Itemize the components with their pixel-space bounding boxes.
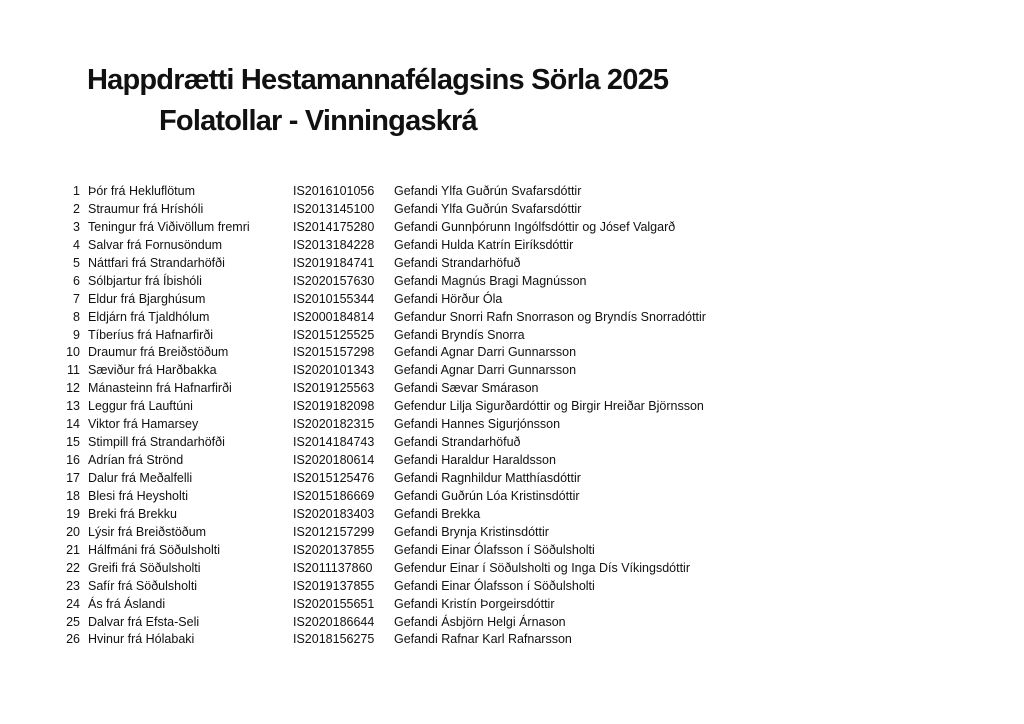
horse-id: IS2020183403 (293, 506, 375, 521)
row-number: 2 (73, 201, 80, 216)
horse-id: IS2016101056 (293, 184, 375, 198)
row-number: 17 (66, 471, 80, 485)
table-row (0, 470, 1024, 488)
horse-name: Ás frá Áslandi (88, 596, 166, 611)
table-row (0, 506, 1024, 524)
table-row (0, 380, 1024, 398)
horse-id: IS2013184228 (293, 237, 375, 252)
donor-text: Gefandi Ásbjörn Helgi Árnason (394, 614, 566, 629)
horse-name: Greifi frá Söðulsholti (88, 560, 201, 575)
horse-name: Leggur frá Lauftúni (88, 399, 193, 414)
donor-text: Gefendur Einar í Söðulsholti og Inga Dís Víkingsdóttir (394, 560, 690, 575)
table-row (0, 452, 1024, 470)
horse-id: IS2000184814 (293, 309, 375, 324)
donor-text: Gefandi Magnús Bragi Magnússon (394, 273, 587, 288)
horse-name: Blesi frá Heysholti (88, 488, 189, 503)
donor-text: Gefandi Ylfa Guðrún Svafarsdóttir (394, 184, 582, 198)
row-number: 4 (73, 237, 80, 252)
table-row (0, 416, 1024, 434)
row-number: 9 (73, 327, 80, 342)
horse-name: Breki frá Brekku (88, 506, 177, 521)
horse-id: IS2015125476 (293, 471, 375, 485)
row-number: 7 (73, 291, 80, 306)
row-number: 22 (66, 560, 80, 575)
horse-id: IS2020101343 (293, 363, 375, 378)
horse-name: Adrían frá Strönd (88, 453, 184, 468)
table-row (0, 362, 1024, 380)
horse-id: IS2020186644 (293, 614, 375, 629)
donor-text: Gefandi Strandarhöfuð (394, 435, 521, 450)
horse-name: Salvar frá Fornusöndum (88, 237, 223, 252)
horse-id: IS2012157299 (293, 524, 375, 539)
row-number: 8 (73, 309, 80, 324)
horse-id: IS2019137855 (293, 578, 375, 593)
horse-id: IS2014184743 (293, 435, 375, 450)
horse-name: Lýsir frá Breiðstöðum (88, 524, 207, 539)
row-number: 18 (66, 488, 80, 503)
winner-list (0, 183, 1024, 649)
horse-name: Sæviður frá Harðbakka (88, 363, 217, 378)
donor-text: Gefandi Strandarhöfuð (394, 255, 521, 270)
row-number: 20 (66, 524, 80, 539)
horse-name: Draumur frá Breiðstöðum (88, 345, 229, 360)
horse-name: Tíberíus frá Hafnarfirði (88, 327, 214, 342)
table-row (0, 614, 1024, 632)
donor-text: Gefendur Lilja Sigurðardóttir og Birgir Hreiðar Björnsson (394, 399, 704, 414)
horse-id: IS2020137855 (293, 542, 375, 557)
donor-text: Gefandi Einar Ólafsson í Söðulsholti (394, 542, 595, 557)
horse-id: IS2015125525 (293, 327, 375, 342)
donor-text: Gefandi Gunnþórunn Ingólfsdóttir og Jósef Valgarð (394, 219, 676, 234)
donor-text: Gefandi Guðrún Lóa Kristinsdóttir (394, 488, 580, 503)
horse-id: IS2014175280 (293, 219, 375, 234)
row-number: 15 (66, 435, 80, 450)
table-row (0, 596, 1024, 614)
horse-name: Þór frá Hekluflötum (88, 184, 195, 198)
horse-name: Sólbjartur frá Íbishóli (88, 273, 202, 288)
horse-name: Viktor frá Hamarsey (88, 417, 199, 432)
horse-id: IS2015186669 (293, 488, 375, 503)
donor-text: Gefandi Kristín Þorgeirsdóttir (394, 596, 555, 611)
horse-id: IS2019125563 (293, 381, 375, 396)
table-row (0, 344, 1024, 362)
horse-name: Dalvar frá Efsta-Seli (88, 614, 200, 629)
horse-id: IS2015157298 (293, 345, 375, 360)
table-row (0, 309, 1024, 327)
horse-name: Mánasteinn frá Hafnarfirði (88, 381, 232, 396)
table-row (0, 542, 1024, 560)
donor-text: Gefandi Brekka (394, 506, 481, 521)
row-number: 11 (67, 363, 80, 378)
row-number: 16 (66, 453, 80, 468)
horse-name: Dalur frá Meðalfelli (88, 471, 193, 485)
table-row (0, 201, 1024, 219)
table-row (0, 578, 1024, 596)
horse-id: IS2013145100 (293, 201, 375, 216)
donor-text: Gefandi Haraldur Haraldsson (394, 453, 556, 468)
horse-name: Stimpill frá Strandarhöfði (88, 435, 225, 450)
row-number: 1 (73, 184, 80, 198)
donor-text: Gefandi Ragnhildur Matthíasdóttir (394, 471, 581, 485)
horse-name: Teningur frá Viðivöllum fremri (88, 219, 250, 234)
horse-id: IS2020157630 (293, 273, 375, 288)
row-number: 26 (66, 632, 80, 647)
horse-id: IS2019184741 (293, 255, 375, 270)
document-title: Happdrætti Hestamannafélagsins Sörla 2025 (87, 64, 669, 96)
donor-text: Gefandi Hörður Óla (394, 291, 503, 306)
donor-text: Gefandi Brynja Kristinsdóttir (394, 524, 549, 539)
row-number: 10 (66, 345, 80, 360)
table-row (0, 327, 1024, 345)
row-number: 3 (73, 219, 80, 234)
horse-name: Hvinur frá Hólabaki (88, 632, 195, 647)
horse-id: IS2020182315 (293, 417, 375, 432)
horse-id: IS2010155344 (293, 291, 375, 306)
row-number: 5 (73, 255, 80, 270)
row-number: 25 (66, 614, 80, 629)
table-row (0, 434, 1024, 452)
horse-id: IS2018156275 (293, 632, 375, 647)
row-number: 24 (66, 596, 80, 611)
row-number: 21 (66, 542, 80, 557)
row-number: 23 (66, 578, 80, 593)
horse-name: Náttfari frá Strandarhöfði (88, 255, 225, 270)
row-number: 6 (73, 273, 80, 288)
row-number: 12 (66, 381, 80, 396)
horse-name: Eldur frá Bjarghúsum (88, 291, 206, 306)
table-row (0, 237, 1024, 255)
donor-text: Gefandi Ylfa Guðrún Svafarsdóttir (394, 201, 582, 216)
table-row (0, 398, 1024, 416)
horse-name: Safír frá Söðulsholti (88, 578, 198, 593)
donor-text: Gefandi Bryndís Snorra (394, 327, 525, 342)
horse-name: Hálfmáni frá Söðulsholti (88, 542, 221, 557)
horse-id: IS2020155651 (293, 596, 375, 611)
donor-text: Gefandi Einar Ólafsson í Söðulsholti (394, 578, 595, 593)
table-row (0, 524, 1024, 542)
row-number: 19 (66, 506, 80, 521)
table-row (0, 488, 1024, 506)
horse-id: IS2011137860 (293, 560, 373, 575)
donor-text: Gefandi Sævar Smárason (394, 381, 539, 396)
horse-id: IS2020180614 (293, 453, 375, 468)
row-number: 13 (66, 399, 80, 414)
table-row (0, 560, 1024, 578)
horse-name: Straumur frá Hríshóli (88, 201, 204, 216)
donor-text: Gefandi Agnar Darri Gunnarsson (394, 363, 577, 378)
horse-name: Eldjárn frá Tjaldhólum (88, 309, 210, 324)
table-row (0, 631, 1024, 649)
table-row (0, 291, 1024, 309)
table-row (0, 273, 1024, 291)
horse-id: IS2019182098 (293, 399, 375, 414)
donor-text: Gefandi Hulda Katrín Eiríksdóttir (394, 237, 574, 252)
donor-text: Gefandi Rafnar Karl Rafnarsson (394, 632, 572, 647)
document-subtitle: Folatollar - Vinningaskrá (159, 105, 477, 137)
table-row (0, 255, 1024, 273)
donor-text: Gefandi Agnar Darri Gunnarsson (394, 345, 577, 360)
donor-text: Gefandur Snorri Rafn Snorrason og Bryndís Snorradóttir (394, 309, 706, 324)
table-row (0, 219, 1024, 237)
row-number: 14 (66, 417, 80, 432)
donor-text: Gefandi Hannes Sigurjónsson (394, 417, 561, 432)
table-row (0, 183, 1024, 201)
